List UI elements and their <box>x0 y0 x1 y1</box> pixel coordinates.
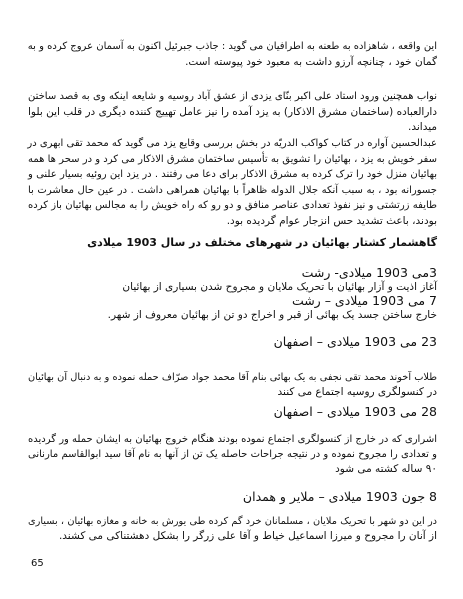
entry-date: 3می 1903 میلادی- رشت <box>301 265 437 280</box>
entry-text-line: در کنسولگری روسیه اجتماع می کنند <box>277 386 437 398</box>
paragraph-line: نواب همچنین ورود استاد علی اکبر بنّای یزدی از عشق آباد روسیه و شایعه اینکه وی به قصد ساختن <box>28 91 437 102</box>
entry-text-line: آغاز اذیت و آزار بهائیان با تحریک ملایان و مجروح شدن بسیاری از بهائیان <box>122 281 437 293</box>
entry-date: 28 می 1903 میلادی – اصفهان <box>273 404 437 419</box>
entry-text <box>28 432 437 477</box>
paragraph-line: این واقعه ، شاهزاده به طعنه به اطرافیان می گوید : جاذب جبرئیل اکنون به آسمان عروج کرده و به <box>27 41 437 52</box>
chronology-section <box>28 235 437 251</box>
entry-text <box>28 370 437 400</box>
paragraph-line: بهائیان منزل خود را ترک کرده به مشرق الاذکار برای دعا می رفتند . در یزد این روئیه بسیار علنی و <box>28 169 437 180</box>
paragraph-line: سفر خویش به یزد ، بهائیان را تشویق به تأسیس ساختمان مشرق الاذکار می کرد و در سحر ها همه <box>28 153 437 165</box>
entry-date: 7 می 1903 میلادی – رشت <box>291 293 437 308</box>
entry-text-line: از آنان را مجروح و میرزا اسماعیل خیاط و آقا علی زرگر را بشکل دهشتناکی می کشند. <box>58 530 437 542</box>
entry-text-line: در این دو شهر با تحریک ملایان ، مسلمانان خرد گم کرده طی یورش به خانه و مغازه بهائیان ، بسیاری <box>28 516 437 527</box>
chronology-entry <box>28 404 437 420</box>
paragraph-line: میداند. <box>408 121 437 133</box>
section-heading: گاهشمار کشتار بهائیان در شهرهای مختلف در سال 1903 میلادی <box>87 236 437 249</box>
entry-date: 8 جون 1903 میلادی – ملایر و همدان <box>242 489 437 504</box>
paragraph-line: بودند، باعث تشدید حس انزجار عوام گردیده بود. <box>226 214 437 227</box>
entry-text-line: اشراری که در خارج از کنسولگری اجتماع نموده بودند هنگام خروج بهائیان به ایشان حمله ور گردیده <box>28 434 437 445</box>
entry-text-line: خارج ساختن جسد یک بهائی از قبر و اخراج دو تن از بهائیان معروف از شهر. <box>107 309 437 321</box>
paragraph <box>28 39 437 70</box>
paragraph-line: گمان خود ، چنانچه آرزو داشت به معبود خود پیوسته است. <box>185 55 437 68</box>
paragraph-line: دارالعباده (ساختمان مشرق الاذکار) به یزد آمده را نیز عامل تهییج کننده دیگری در قلب این بلوا <box>28 105 437 118</box>
entry-text-line: و تعدادی را مجروح نموده و در نتیجه جراحات حاصله یک تن از آنها به نام آقا سید ابوالقاسم مارنانی <box>28 449 437 460</box>
entry-text-line: ۹۰ ساله کشته می شود <box>335 463 437 475</box>
page-number: 65 <box>31 558 44 569</box>
paragraph-line: جسورانه بود ، به سبب آنکه جلال الدوله ظاهراً با بهائیان همراهی داشت . در عین حال معاشرت با <box>28 184 437 196</box>
paragraph <box>28 136 437 229</box>
chronology-entry <box>28 489 437 505</box>
entry-date: 23 می 1903 میلادی – اصفهان <box>273 334 437 349</box>
paragraph-line: عبدالحسین آواره در کتاب کواکب الدریّه در بخش بررسی وقایع یزد می گوید که محمد تقی ابهری در <box>27 138 437 149</box>
chronology-entry <box>28 334 437 350</box>
chronology-entry-group <box>28 266 437 322</box>
paragraph <box>28 89 437 136</box>
entry-text-line: طلاب آخوند محمد تقی نجفی به یک بهائی بنام آقا محمد جواد صرّاف حمله نموده و به دنبال آن بهائیان <box>28 372 437 383</box>
paragraph-line: طایفه زرتشتی و نیز نفوذ تعدادی عناصر منافق و دو رو که راه خویش را به مجالس بهائیان باز کرده <box>28 200 437 211</box>
entry-text <box>28 514 437 544</box>
